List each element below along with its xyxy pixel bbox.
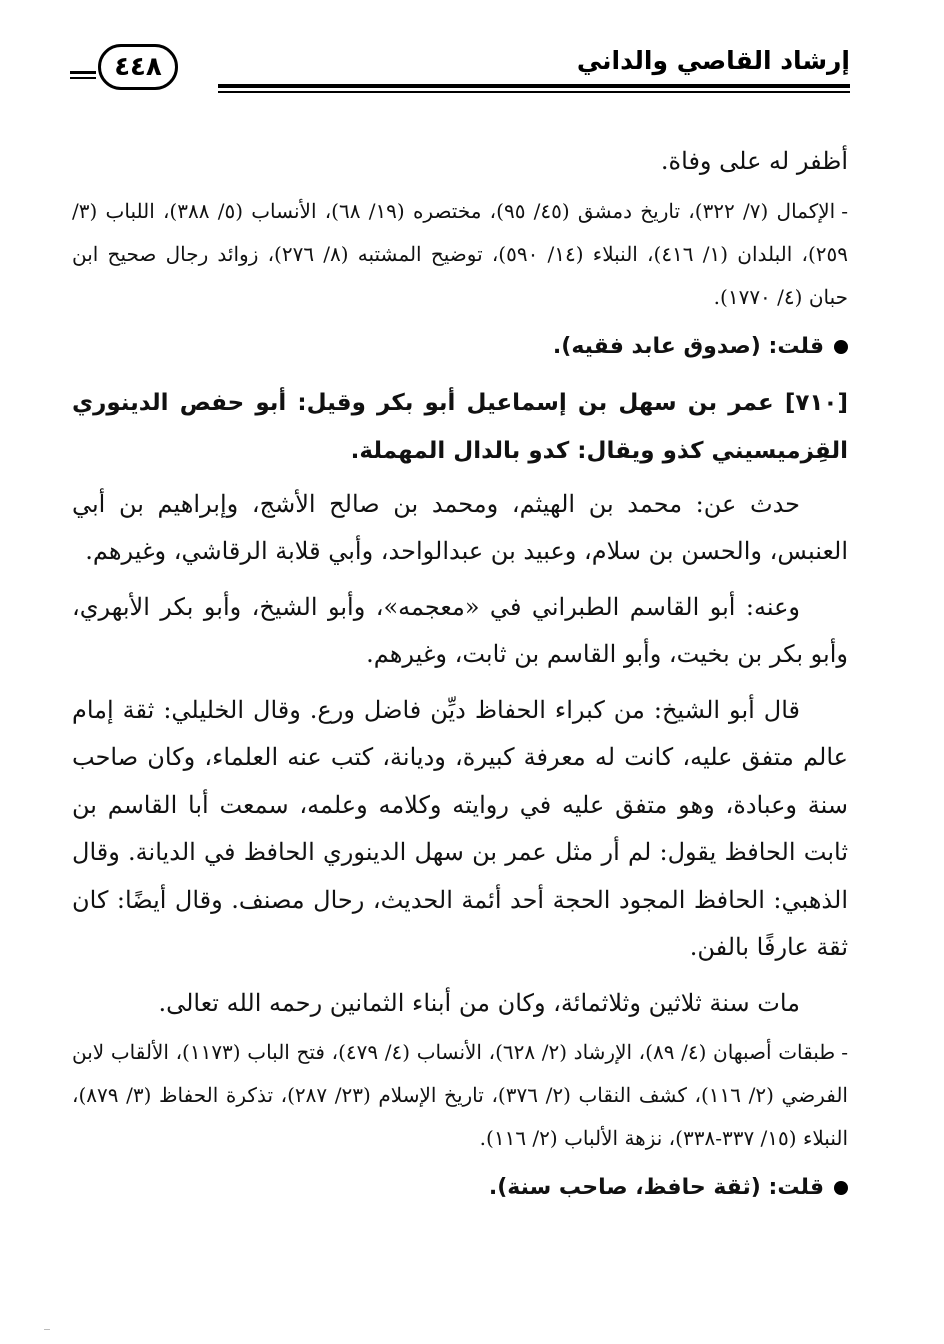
references-block — [72, 190, 848, 319]
verdict-line — [72, 325, 848, 369]
entry-heading: [٧١٠] عمر بن سهل بن إسماعيل أبو بكر وقيل: أبو حفص الدينوري القِزميسيني كذو ويقال: كدو بالدال المهملة. — [72, 389, 848, 464]
praise-paragraph: قال أبو الشيخ: من كبراء الحفاظ ديِّن فاضل ورع. وقال الخليلي: ثقة إمام عالم متفق عليه، كانت له معرفة كبيرة، وديانة، كتب عنه العلماء، وكان صاحب سنة وعبادة، وهو متفق عليه في روايته وكلامه وعلمه، سمعت أبا القاسم بن ثابت الحافظ يقول: لم أر مثل عمر بن سهل الدينوري الحافظ في الديانة. وقال الذهبي: الحافظ المجود الحجة أحد أئمة الحديث، رحال مصنف. وقال أيضًا: كان ثقة عارفًا بالفن. — [72, 695, 848, 961]
teachers-paragraph: حدث عن: محمد بن الهيثم، ومحمد بن صالح الأشج، وإبراهيم بن أبي العنبس، والحسن بن سلام، وعبيد بن عبدالواحد، وأبي قلابة الرقاشي، وغيرهم. — [72, 489, 848, 565]
scan-mark — [44, 1329, 50, 1330]
verdict-text-2: (ثقة حافظ، صاحب سنة). — [488, 1175, 761, 1200]
bullet-icon-2 — [834, 1181, 848, 1195]
verdict-line-2 — [72, 1166, 848, 1210]
page-header — [70, 40, 850, 100]
previous-entry-ending: أظفر له على وفاة. — [660, 147, 848, 175]
page-number: ٤٤٨ — [98, 44, 178, 90]
page-body — [72, 138, 848, 1220]
header-rule — [218, 84, 850, 88]
header-rule-thin — [218, 91, 850, 93]
references-block-2 — [72, 1031, 848, 1160]
bullet-icon — [834, 340, 848, 354]
references-text: الإكمال (٧/ ٣٢٢)، تاريخ دمشق (٤٥/ ٩٥)، مختصره (١٩/ ٦٨)، الأنساب (٥/ ٣٨٨)، اللباب (٣/ ٢٥٩)، البلدان (١/ ٤١٦)، النبلاء (١٤/ ٥٩٠)، توضيح المشتبه (٨/ ٢٧٦)، زوائد رجال صحيح ابن حبان (٤/ ١٧٧٠). — [72, 198, 848, 309]
verdict-label: قلت: — [768, 333, 824, 359]
reference-dash: - — [841, 198, 848, 223]
page-number-dash — [70, 71, 96, 74]
page-number-box — [70, 44, 180, 94]
running-title: إرشاد القاصي والداني — [576, 46, 850, 75]
death-paragraph: مات سنة ثلاثين وثلاثمائة، وكان من أبناء الثمانين رحمه الله تعالى. — [158, 988, 800, 1017]
students-paragraph: وعنه: أبو القاسم الطبراني في «معجمه»، وأبو الشيخ، وأبو بكر الأبهري، وأبو بكر بن بخيت، وأبو القاسم بن ثابت، وغيرهم. — [72, 592, 848, 668]
references-text-2: طبقات أصبهان (٤/ ٨٩)، الإرشاد (٢/ ٦٢٨)، الأنساب (٤/ ٤٧٩)، فتح الباب (١١٧٣)، الألقاب لابن الفرضي (٢/ ١١٦)، كشف النقاب (٢/ ٣٧٦)، تاريخ الإسلام (٢٣/ ٢٨٧)، تذكرة الحفاظ (٣/ ٨٧٩)، النبلاء (١٥/ ٣٣٧-٣٣٨)، نزهة الألباب (٢/ ١١٦). — [72, 1040, 848, 1150]
reference-dash-2: - — [841, 1040, 848, 1064]
verdict-label-2: قلت: — [768, 1175, 824, 1200]
page-number-dash-thin — [70, 77, 96, 79]
verdict-text: (صدوق عابد فقيه). — [552, 333, 761, 359]
